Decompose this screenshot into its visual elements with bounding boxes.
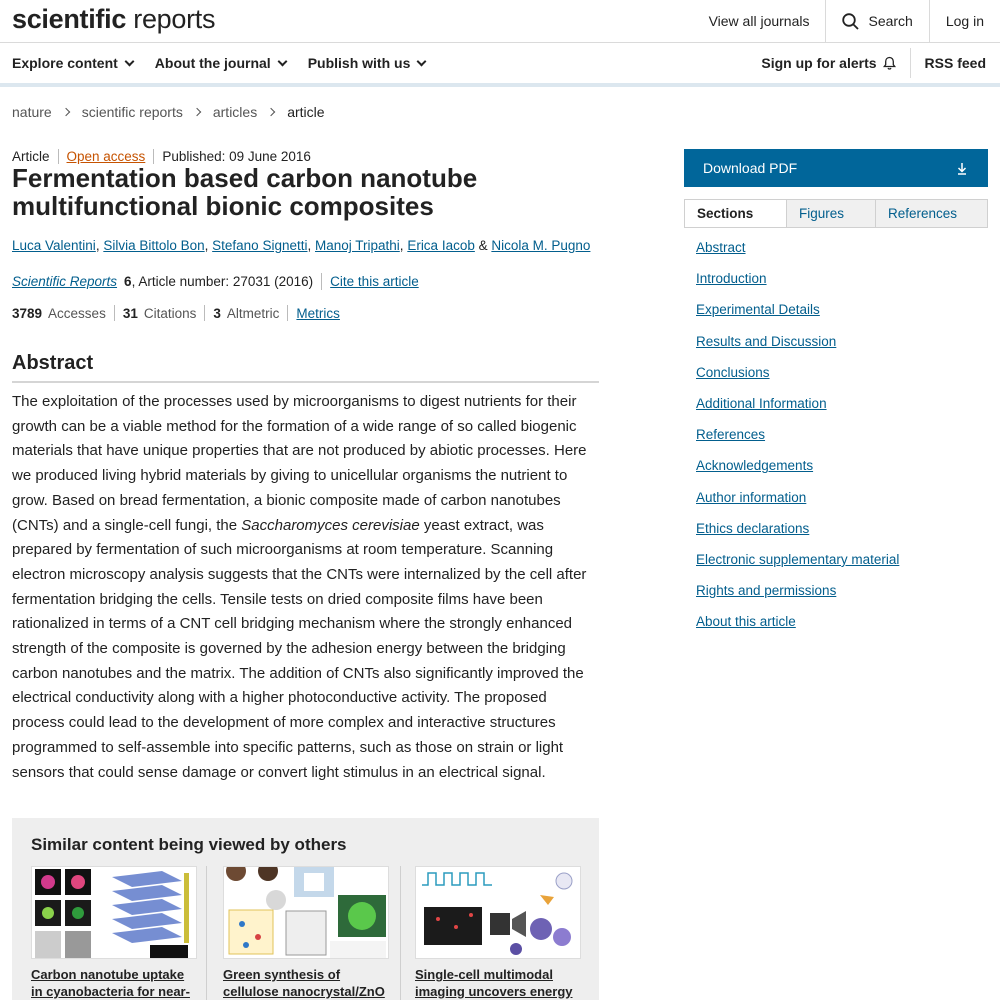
search-label: Search [868,13,913,29]
main-menu-bar [0,43,1000,87]
toc-link[interactable]: About this article [696,614,796,630]
rss-feed-link[interactable]: RSS feed [924,55,986,71]
divider [153,149,154,164]
divider [58,149,59,164]
chevron-right-icon [193,108,201,116]
article-metrics [12,305,340,321]
breadcrumb [12,104,325,120]
toc-link[interactable]: Author information [696,489,807,505]
similar-article-card[interactable] [223,866,389,1000]
divider [114,305,115,321]
sign-up-alerts-link[interactable]: Sign up for alerts [747,43,909,83]
accesses-label: Accesses [48,305,106,321]
toc-link[interactable]: Electronic supplementary material [696,551,900,567]
chevron-right-icon [267,108,275,116]
card-divider [400,866,401,1000]
similar-article-card[interactable] [31,866,197,1000]
chevron-right-icon [61,108,69,116]
citation-line [12,273,419,290]
abstract-text: The exploitation of the processes used by microorganisms to digest nutrients for their growth can be a viable method for the formation of a wide range of so called biogenic materials that have unique properties that are not produced by abiotic processes. Here we produced living hybrid materials by giving to unicellular organisms the nutrient to grow. Based on bread fermentation, a bionic composite made of carbon nanotubes (CNTs) and a single-cell fungi, the Saccharomyces cerevisiae yeast extract, was prepared by fermentation of such microorganisms at room temperature. Scanning electron microscopy analysis suggests that the CNTs were internalized by the cell after fermentation bridging the cells. Tensile tests on dried composite films have been rationalized in terms of a CNT cell bridging mechanism where the strongly enhanced strength of the composite is governed by the adhesion energy between the bridging carbon nanotubes and the matrix. The addition of CNTs also significantly improved the electrical conductivity along with a higher photoconductive activity. The proposed process could lead to the development of more complex and interactive structures programmed to self-assemble into specific patterns, such as those on strain or light sensors that could sense damage or convert light stimulus in an electrical signal. [12,393,587,781]
altmetric-count: 3 [213,305,221,321]
author-list: Luca Valentini, Silvia Bittolo Bon, Stefano Signetti, Manoj Tripathi, Erica Iacob & Nicola M. Pugno [12,238,591,253]
view-all-journals-link[interactable]: View all journals [708,13,810,29]
chevron-down-icon [124,56,134,66]
similar-content-panel [12,818,599,1000]
divider [204,305,205,321]
about-journal-menu[interactable]: About the journal [155,55,286,71]
explore-content-menu[interactable]: Explore content [12,55,133,71]
article-thumbnail[interactable] [31,866,197,959]
toc-link[interactable]: Results and Discussion [696,333,837,349]
open-access-link[interactable]: Open access [66,149,146,164]
sidebar-tabs [684,199,988,228]
toc-link[interactable]: Conclusions [696,364,770,380]
search-button[interactable] [825,0,928,42]
sections-list [696,240,899,645]
similar-article-title[interactable]: Green synthesis of cellulose nanocrystal/ZnO [223,967,385,999]
card-divider [206,866,207,1000]
journal-logo[interactable]: scientific reports [12,4,216,34]
similar-content-heading: Similar content being viewed by others [31,835,347,854]
toc-link[interactable]: Abstract [696,240,746,255]
toc-link[interactable]: Experimental Details [696,302,820,318]
article-type: Article [12,149,50,164]
author-link[interactable]: Stefano Signetti [212,238,308,253]
published-date: Published: 09 June 2016 [162,149,311,164]
article-title: Fermentation based carbon nanotube multifunctional bionic composites [12,163,478,221]
toc-link[interactable]: Rights and permissions [696,583,837,599]
breadcrumb-nature[interactable]: nature [12,104,52,120]
citations-count: 31 [122,305,138,321]
journal-link[interactable]: Scientific Reports [12,274,118,289]
chevron-down-icon [277,56,287,66]
author-link[interactable]: Luca Valentini [12,238,96,253]
breadcrumb-articles[interactable]: articles [212,104,258,120]
author-link[interactable]: Silvia Bittolo Bon [103,238,205,253]
toc-link[interactable]: Acknowledgements [696,458,814,474]
species-name: Saccharomyces cerevisiae [241,516,420,534]
tab-references[interactable]: References [875,200,987,227]
article-thumbnail[interactable] [223,866,389,959]
article-thumbnail[interactable] [415,866,581,959]
author-link[interactable]: Manoj Tripathi [315,238,400,253]
top-nav [693,0,1000,42]
divider [287,305,288,321]
article-number: , Article number: 27031 (2016) [131,274,314,289]
login-link[interactable]: Log in [929,0,1000,42]
top-bar [0,0,1000,43]
article-meta [12,149,311,164]
citations-label: Citations [143,305,197,321]
accesses-count: 3789 [12,305,43,321]
download-pdf-button[interactable] [684,149,988,187]
tab-sections[interactable]: Sections [685,200,786,227]
similar-article-title[interactable]: Carbon nanotube uptake in cyanobacteria for near- [31,967,190,999]
similar-article-card[interactable] [415,866,581,1000]
toc-link[interactable]: Introduction [696,271,767,287]
author-link[interactable]: Erica Iacob [407,238,475,253]
chevron-down-icon [417,56,427,66]
altmetric-label: Altmetric [226,305,280,321]
download-icon [956,161,968,175]
author-link[interactable]: Nicola M. Pugno [491,238,591,253]
download-pdf-label: Download PDF [703,160,798,176]
search-icon [842,13,858,29]
bell-icon [883,56,896,70]
similar-article-title[interactable]: Single-cell multimodal imaging uncovers energy [415,967,573,999]
abstract-heading: Abstract [12,352,599,383]
publish-menu[interactable]: Publish with us [308,55,426,71]
toc-link[interactable]: Additional Information [696,395,827,411]
breadcrumb-scientific-reports[interactable]: scientific reports [81,104,183,120]
metrics-link[interactable]: Metrics [296,305,340,321]
volume: 6 [124,274,132,289]
breadcrumb-current: article [287,104,325,120]
tab-figures[interactable]: Figures [786,200,875,227]
toc-link[interactable]: References [696,427,766,443]
cite-article-link[interactable]: Cite this article [330,274,419,289]
toc-link[interactable]: Ethics declarations [696,520,810,536]
divider [321,273,322,290]
